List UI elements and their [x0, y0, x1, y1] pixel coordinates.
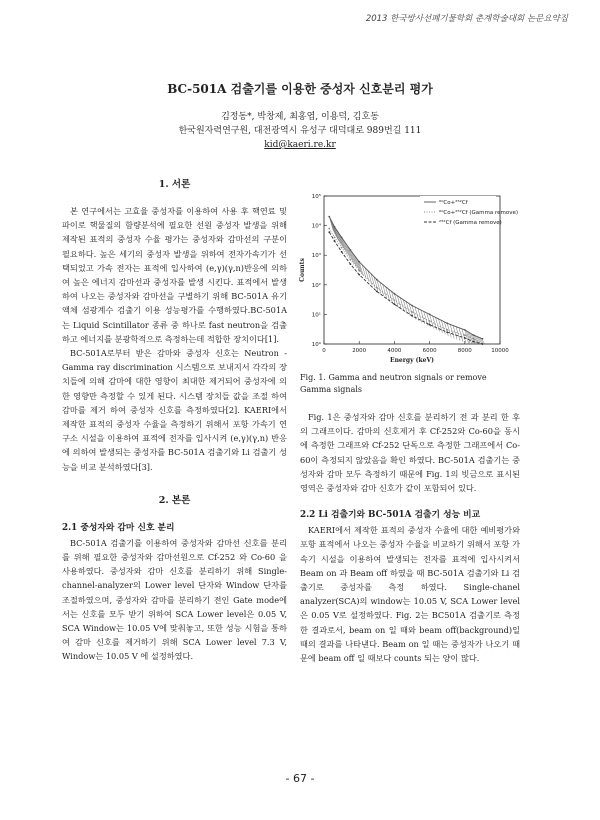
data-point	[429, 324, 431, 326]
legend-entry: ⁶⁰Co+²⁵²Cf (Gamma remove)	[439, 210, 519, 216]
data-point	[376, 279, 378, 281]
data-point	[473, 338, 475, 340]
subsection-2-1-text	[62, 536, 287, 664]
data-point	[376, 287, 378, 289]
subsection-heading-2-2: 2.2 Li 검출기와 BC-501A 검출기 성능 비교	[300, 510, 481, 521]
data-point	[341, 251, 343, 253]
data-point	[429, 320, 431, 322]
figure-1-caption: Fig. 1. Gamma and neutron signals or remove Gamma signals	[300, 373, 487, 394]
x-tick-label: 4000	[387, 348, 402, 354]
author-names: 김정동*, 박창제, 최홍엽, 이용덕, 김호동	[221, 112, 379, 122]
y-axis-label: Counts	[299, 258, 306, 282]
data-point	[328, 228, 330, 230]
data-point	[376, 290, 378, 292]
x-tick-label: 2000	[352, 348, 367, 354]
right-text	[300, 410, 520, 495]
data-point	[394, 293, 396, 295]
intro-paragraph-1: 본 연구에서는 고효율 중성자를 이용하여 사용 후 핵연료 및 파이로 핵물질의 함량분석에 필요한 선원 중성자 발생을 위해 제작된 표적의 중성자 수율 평가는 중성자와 감마선의 구분이 필요하다. 높은 세기의 중성자 발생을 위하여 전자가속기가 선택되었고 가속 전자는 표적에 입사하여 (e,γ)(γ,n)반응에 의하여 높은 에너지 감마선과 중성자를 발생 시킨다. 표적에서 발생하여 나오는 중성자와 감마선을 구별하기 위해 BC-501A 유기 액체 섬광계수 검출기 이용 성능평가를 수행하였다.BC-501A는 Liquid Scintillator 종류 중 하나로 fast neutron을 검출하고 에너지를 분광학적으로 측정하는데 적합한 장치이다[1].	[62, 206, 287, 344]
y-tick-label: 10⁰	[311, 342, 321, 348]
subsection-2-2-text	[300, 523, 520, 665]
data-point	[341, 247, 343, 249]
data-point	[394, 299, 396, 301]
figure-1	[296, 188, 519, 368]
section-heading-body: 2. 본론	[158, 494, 191, 506]
data-point	[334, 240, 336, 242]
figure-discussion-paragraph: Fig. 1은 중성자와 감마 신호를 분리하기 전 과 분리 한 후의 그래프이다. 감마의 신호제거 후 Cf-252와 Co-60을 동시에 측정한 그래프와 Cf-252 단독으로 측정한 그래프에서 Co-60이 측정되지 않았음을 확인 하였다. BC-501A 검출기는 중성자와 감마 모두 측정하기 때문에 Fig. 1의 빗금으로 표시된 영역은 중성자와 감마 신호가 같이 포함되어 있다.	[300, 412, 520, 494]
data-point	[358, 261, 360, 263]
data-point	[411, 311, 413, 313]
data-point	[464, 329, 466, 331]
data-point	[411, 305, 413, 307]
data-point	[446, 331, 448, 333]
page-number: - 67 -	[285, 772, 315, 785]
data-point	[358, 274, 360, 276]
data-point	[350, 249, 352, 251]
y-tick-label: 10⁴	[311, 223, 321, 230]
y-tick-label: 10²	[311, 282, 321, 289]
data-point	[350, 259, 352, 261]
y-tick-label: 10¹	[311, 312, 321, 319]
series-line-3	[329, 232, 482, 344]
data-point	[446, 329, 448, 331]
data-point	[334, 226, 336, 228]
data-point	[464, 334, 466, 336]
figure-1-chart	[296, 188, 519, 368]
conference-header: 2013 한국방사선폐기물학회 춘계학술대회 논문요약집	[365, 14, 568, 24]
subsection-heading-2-1: 2.1 중성자와 감마 신호 분리	[62, 522, 175, 533]
x-axis-label: Energy (keV)	[390, 357, 434, 364]
data-point	[446, 322, 448, 324]
x-tick-label: 8000	[457, 348, 472, 354]
data-point	[358, 270, 360, 272]
data-point	[464, 337, 466, 339]
intro-text	[62, 204, 287, 474]
subsection-2-1-paragraph: BC-501A 검출기를 이용하여 중성자와 감마선 신호를 분리를 위해 필요한 중성자와 감마선원으로 Cf-252 와 Co-60 을 사용하였다. 중성자와 감마 신호를 분리하기 위해 Single-channel-analyzer의 Lower level 단자와 Window 단자를 조절하였으며, 중성자와 감마를 분리하기 전인 Gate mode에서는 신호를 모두 받기 위하여 SCA Lower level은 0.05 V, SCA Window는 10.05 V에 맞춰놓고, 또한 성능 시험을 통하여 감마 신호를 제거하기 위해 SCA Lower level 7.3 V, Window는 10.05 V 에 설정하였다.	[62, 537, 287, 662]
data-point	[473, 334, 475, 336]
x-tick-label: 10000	[491, 348, 509, 354]
series-line-2	[329, 229, 482, 345]
subsection-2-2-paragraph: KAERI에서 제작한 표적의 중성자 수율에 대한 예비평가와 포항 표적에서 나오는 중성자 수율을 비교하기 위해서 포항 가속기 시설을 이용하여 발생되는 전자를 표적에 입사시켜서 Beam on 과 Beam off 하였을 때 BC-501A 검출기와 Li 검출기로 중성자를 측정 하였다. Single-chanel analyzer(SCA)의 window는 10.05 V, SCA Lower level은 0.05 V로 설정하였다. Fig. 2는 BC501A 검출기로 측정한 결과로서, beam on 일 때와 beam off(background)일 때의 결과를 나타낸다. Beam on 일 때는 중성자가 나오기 때문에 beam off 일 때보다 counts 되는 양이 많다.	[300, 525, 520, 664]
data-point	[411, 315, 413, 317]
y-tick-label: 10⁵	[311, 194, 321, 200]
data-point	[328, 216, 330, 218]
author-block	[0, 110, 600, 152]
author-email[interactable]: kid@kaeri.re.kr	[264, 140, 336, 150]
left-column	[62, 176, 287, 664]
data-point	[350, 263, 352, 265]
data-point	[341, 236, 343, 238]
data-point	[334, 236, 336, 238]
right-column	[300, 372, 520, 665]
y-tick-label: 10³	[311, 253, 321, 260]
paper-title: BC-501A 검출기를 이용한 중성자 신호분리 평가	[167, 82, 433, 96]
data-point	[328, 231, 330, 233]
x-tick-label: 6000	[422, 348, 437, 354]
x-tick-label: 0	[322, 348, 326, 354]
data-point	[429, 314, 431, 316]
intro-paragraph-2: BC-501A로부터 받은 감마와 중성자 신호는 Neutron -Gamma ray discrimination 시스템으로 보내지서 각각의 장치들에 의해 감마에 대한 영향이 최대한 제거되어 중성자에 의한 영향만 측정할 수 있게 된다. 시스템 장치들 값을 조절 하여 감마를 제거 하여 중성자 신호를 측정하였다[2]. KAERI에서 제작한 표적의 중성자 수율을 측정하기 위해서 포항 가속기 연구소 시설을 이용하여 표적에 전자를 입사시켜 (e,γ)(γ,n) 반응에 의하여 발생되는 중성자를 BC-501A 검출기와 Li 검출기 성능을 비교 분석하였다[3].	[62, 348, 287, 472]
data-point	[482, 338, 484, 340]
series-line-1	[329, 217, 482, 339]
data-point	[482, 343, 484, 345]
author-affiliation: 한국원자력연구원, 대전광역시 유성구 대덕대로 989번길 111	[178, 126, 422, 136]
data-point	[394, 303, 396, 305]
legend-entry: ⁶⁰Co+²⁵²Cf	[439, 200, 468, 206]
legend-entry: ²⁵²Cf (Gamma remove)	[439, 220, 502, 226]
data-point	[473, 341, 475, 343]
section-heading-intro: 1. 서론	[158, 179, 191, 190]
